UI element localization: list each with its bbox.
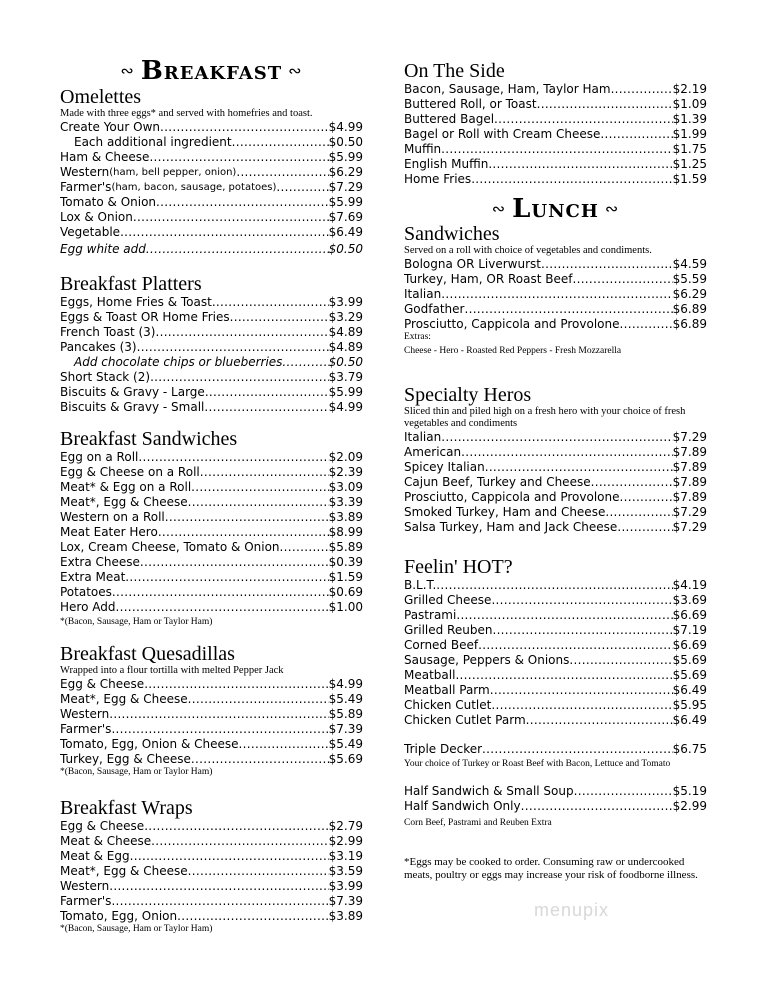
sandwiches-section — [404, 223, 707, 357]
item-name: Farmer's — [60, 180, 112, 194]
item-sub: (ham, bacon, sausage, potatoes) — [111, 182, 277, 193]
item-name: Bologna OR Liverwurst — [404, 257, 541, 271]
menu-item — [60, 242, 363, 257]
footnote: *(Bacon, Sausage, Ham or Taylor Ham) — [60, 767, 213, 777]
item-name: Western — [60, 707, 110, 721]
sandwiches-desc: Served on a roll with choice of vegetables and condiments. — [404, 245, 652, 256]
item-price: $6.69 — [672, 638, 707, 652]
item-name: Meat & Egg — [60, 849, 130, 863]
item-name: Bagel or Roll with Cream Cheese — [404, 127, 601, 141]
item-price: $0.50 — [328, 355, 363, 369]
menu-item — [60, 340, 363, 355]
item-name: Godfather — [404, 302, 465, 316]
item-price: $4.59 — [672, 257, 707, 271]
item-price: $3.19 — [328, 849, 363, 863]
menu-item — [60, 180, 363, 195]
item-price: $2.09 — [328, 450, 363, 464]
item-price: $2.99 — [672, 799, 707, 813]
menu-item — [404, 302, 707, 317]
item-price: $3.39 — [328, 495, 363, 509]
item-name: French Toast (3) — [60, 325, 156, 339]
platters-section — [60, 273, 363, 415]
item-price: $1.25 — [672, 157, 707, 171]
item-name: Extra Meat — [60, 570, 126, 584]
extras-label: Extras: — [404, 332, 431, 342]
item-price: $0.50 — [328, 242, 363, 256]
menu-item — [60, 864, 363, 879]
ornament-left-icon: ∾ — [491, 199, 507, 218]
item-price: $3.59 — [328, 864, 363, 878]
item-name: Buttered Bagel — [404, 112, 495, 126]
item-price: $2.79 — [328, 819, 363, 833]
item-name: Half Sandwich & Small Soup — [404, 784, 574, 798]
hot-title: Feelin' HOT? — [404, 556, 513, 578]
item-name: Meat* & Egg on a Roll — [60, 480, 192, 494]
menu-item — [404, 505, 707, 520]
item-price: $6.75 — [672, 742, 707, 756]
menu-item — [404, 698, 707, 713]
menu-item — [60, 480, 363, 495]
item-name: Short Stack (2) — [60, 370, 151, 384]
item-name: B.L.T. — [404, 578, 437, 592]
item-name: Turkey, Ham, OR Roast Beef — [404, 272, 573, 286]
menu-item — [404, 112, 707, 127]
item-price: $1.00 — [328, 600, 363, 614]
menu-item — [60, 225, 363, 240]
item-price: $1.39 — [672, 112, 707, 126]
menu-item — [60, 909, 363, 924]
menu-item — [404, 157, 707, 172]
hot-section — [404, 556, 707, 829]
menu-item — [60, 737, 363, 752]
menu-item — [60, 325, 363, 340]
item-price: $5.99 — [328, 150, 363, 164]
lunch-heading — [404, 194, 707, 224]
extras-list: Cheese - Hero - Roasted Red Peppers - Fresh Mozzarella — [404, 346, 622, 356]
item-name: Italian — [404, 287, 442, 301]
ornament-right-icon: ∾ — [288, 61, 303, 80]
item-name: Meatball Parm — [404, 683, 490, 697]
menu-item — [404, 784, 707, 799]
item-price: $1.75 — [672, 142, 707, 156]
item-name: Grilled Cheese — [404, 593, 492, 607]
menu-item — [60, 600, 363, 615]
item-price: $6.29 — [328, 165, 363, 179]
item-name: Eggs, Home Fries & Toast — [60, 295, 212, 309]
item-name: Prosciutto, Cappicola and Provolone — [404, 490, 620, 504]
menu-item — [404, 257, 707, 272]
item-name: English Muffin — [404, 157, 489, 171]
item-price: $6.89 — [672, 302, 707, 316]
menu-item — [60, 400, 363, 415]
item-price: $5.99 — [328, 195, 363, 209]
item-sub: (ham, bell pepper, onion) — [109, 167, 237, 178]
footnote: *(Bacon, Sausage, Ham or Taylor Ham) — [60, 924, 213, 934]
menu-item — [60, 570, 363, 585]
footnote: *(Bacon, Sausage, Ham or Taylor Ham) — [60, 617, 213, 627]
item-price: $7.19 — [672, 623, 707, 637]
item-price: $4.99 — [328, 400, 363, 414]
item-price: $2.39 — [328, 465, 363, 479]
menu-item — [404, 713, 707, 728]
item-price: $5.19 — [672, 784, 707, 798]
item-name: Chicken Cutlet — [404, 698, 492, 712]
item-price: $3.09 — [328, 480, 363, 494]
item-price: $3.99 — [328, 879, 363, 893]
half-sandwich-note: Corn Beef, Pastrami and Reuben Extra — [404, 818, 552, 828]
item-price: $7.89 — [672, 445, 707, 459]
menu-item — [60, 495, 363, 510]
item-name: Vegetable — [60, 225, 121, 239]
menu-item — [60, 120, 363, 135]
item-price: $4.99 — [328, 120, 363, 134]
item-price: $7.29 — [672, 505, 707, 519]
item-name: Pastrami — [404, 608, 457, 622]
menu-item — [60, 150, 363, 165]
side-title: On The Side — [404, 60, 505, 82]
menu-item — [60, 722, 363, 737]
quesadillas-title: Breakfast Quesadillas — [60, 643, 235, 665]
item-name: Western — [60, 165, 110, 179]
item-name: Muffin — [404, 142, 442, 156]
menu-item — [404, 638, 707, 653]
item-price: $1.99 — [672, 127, 707, 141]
item-name: Sausage, Peppers & Onions — [404, 653, 570, 667]
menu-item — [404, 317, 707, 332]
item-price: $4.99 — [328, 677, 363, 691]
item-price: $6.49 — [672, 683, 707, 697]
menu-item — [60, 555, 363, 570]
menu-item — [404, 475, 707, 490]
menu-item — [60, 310, 363, 325]
menu-item — [404, 593, 707, 608]
item-price: $0.39 — [328, 555, 363, 569]
menu-item — [60, 692, 363, 707]
sandwiches-title: Sandwiches — [404, 223, 500, 245]
item-price: $2.99 — [328, 834, 363, 848]
menu-item — [404, 578, 707, 593]
menu-item — [404, 127, 707, 142]
item-price: $5.95 — [672, 698, 707, 712]
triple-decker-note: Your choice of Turkey or Roast Beef with Bacon, Lettuce and Tomato — [404, 759, 671, 769]
item-name: Bacon, Sausage, Ham, Taylor Ham — [404, 82, 611, 96]
menu-item — [60, 819, 363, 834]
lunch-title: Lunch — [512, 194, 599, 224]
menu-item — [60, 195, 363, 210]
menu-item — [60, 385, 363, 400]
item-price: $5.69 — [328, 752, 363, 766]
item-price: $4.19 — [672, 578, 707, 592]
heros-desc: Sliced thin and piled high on a fresh hero with your choice of fresh vegetables and condiments — [404, 406, 686, 429]
item-name: Egg white add — [60, 242, 146, 256]
item-name: Meat*, Egg & Cheese — [60, 864, 188, 878]
item-name: Pancakes (3) — [60, 340, 137, 354]
item-name: Add chocolate chips or blueberries — [74, 355, 283, 369]
item-price: $5.59 — [672, 272, 707, 286]
item-name: Meat Eater Hero — [60, 525, 158, 539]
item-name: Chicken Cutlet Parm — [404, 713, 526, 727]
item-name: Farmer's — [60, 722, 112, 736]
item-name: Meatball — [404, 668, 456, 682]
item-price: $6.29 — [672, 287, 707, 301]
item-name: Biscuits & Gravy - Large — [60, 385, 205, 399]
item-price: $5.89 — [328, 540, 363, 554]
menu-item — [404, 430, 707, 445]
menu-item — [60, 510, 363, 525]
item-price: $3.89 — [328, 510, 363, 524]
item-price: $3.69 — [672, 593, 707, 607]
item-name: Egg & Cheese — [60, 819, 145, 833]
menu-item — [60, 370, 363, 385]
item-name: Egg & Cheese — [60, 677, 145, 691]
menu-item — [404, 460, 707, 475]
omelettes-title: Omelettes — [60, 86, 142, 108]
item-name: Eggs & Toast OR Home Fries — [60, 310, 230, 324]
menu-item — [404, 520, 707, 535]
platters-title: Breakfast Platters — [60, 273, 202, 295]
menu-item — [60, 540, 363, 555]
menu-item — [60, 295, 363, 310]
item-price: $6.49 — [328, 225, 363, 239]
item-price: $8.99 — [328, 525, 363, 539]
item-name: Salsa Turkey, Ham and Jack Cheese — [404, 520, 618, 534]
ornament-right-icon: ∾ — [604, 199, 620, 218]
item-name: Prosciutto, Cappicola and Provolone — [404, 317, 620, 331]
menu-item — [404, 623, 707, 638]
item-price: $5.69 — [672, 668, 707, 682]
item-price: $7.29 — [672, 520, 707, 534]
item-price: $1.09 — [672, 97, 707, 111]
menu-item — [404, 668, 707, 683]
menu-item — [404, 82, 707, 97]
item-name: Tomato, Egg, Onion & Cheese — [60, 737, 239, 751]
item-price: $7.89 — [672, 490, 707, 504]
item-price: $7.39 — [328, 894, 363, 908]
menu-item — [60, 465, 363, 480]
item-name: Home Fries — [404, 172, 472, 186]
menu-item — [404, 272, 707, 287]
menu-item — [404, 287, 707, 302]
item-name: Ham & Cheese — [60, 150, 150, 164]
item-name: Spicey Italian — [404, 460, 485, 474]
menu-item — [60, 752, 363, 767]
item-price: $2.19 — [672, 82, 707, 96]
quesadillas-desc: Wrapped into a flour tortilla with melted Pepper Jack — [60, 665, 284, 676]
item-price: $5.99 — [328, 385, 363, 399]
item-price: $6.69 — [672, 608, 707, 622]
menu-item — [60, 525, 363, 540]
breakfast-title: Breakfast — [140, 56, 283, 86]
side-section — [404, 60, 707, 187]
menu-item — [404, 445, 707, 460]
omelettes-section — [60, 86, 363, 257]
menu-item — [404, 799, 707, 814]
menu-item — [60, 585, 363, 600]
item-name: Meat & Cheese — [60, 834, 152, 848]
item-price: $3.29 — [328, 310, 363, 324]
item-price: $4.89 — [328, 325, 363, 339]
menu-item — [60, 707, 363, 722]
item-name: Egg on a Roll — [60, 450, 139, 464]
item-name: Tomato, Egg, Onion — [60, 909, 178, 923]
item-price: $3.79 — [328, 370, 363, 384]
item-price: $6.89 — [672, 317, 707, 331]
item-name: Lox & Onion — [60, 210, 133, 224]
item-price: $1.59 — [672, 172, 707, 186]
item-name: Western on a Roll — [60, 510, 165, 524]
menu-item — [60, 834, 363, 849]
item-price: $5.69 — [672, 653, 707, 667]
ornament-left-icon: ∾ — [120, 61, 135, 80]
wraps-title: Breakfast Wraps — [60, 797, 193, 819]
menu-item — [404, 172, 707, 187]
item-name: Corned Beef — [404, 638, 479, 652]
menu-item — [404, 742, 707, 757]
item-name: Farmer's — [60, 894, 112, 908]
item-name: Egg & Cheese on a Roll — [60, 465, 200, 479]
menu-item — [60, 450, 363, 465]
menu-item — [404, 683, 707, 698]
menu-item — [60, 210, 363, 225]
menu-item — [60, 849, 363, 864]
menu-item — [404, 97, 707, 112]
breakfast-sandwiches-section — [60, 428, 363, 628]
item-price: $1.59 — [328, 570, 363, 584]
omelettes-desc: Made with three eggs* and served with homefries and toast. — [60, 108, 313, 119]
item-name: Half Sandwich Only — [404, 799, 521, 813]
item-name: American — [404, 445, 462, 459]
item-name: Extra Cheese — [60, 555, 140, 569]
item-name: Turkey, Egg & Cheese — [60, 752, 191, 766]
heros-section — [404, 384, 707, 535]
item-name: Meat*, Egg & Cheese — [60, 495, 188, 509]
item-name: Tomato & Onion — [60, 195, 157, 209]
menu-item — [404, 490, 707, 505]
item-price: $7.89 — [672, 475, 707, 489]
breakfast-heading — [60, 56, 363, 86]
menu-item — [60, 135, 363, 150]
menu-item — [60, 677, 363, 692]
item-price: $7.29 — [328, 180, 363, 194]
item-name: Triple Decker — [404, 742, 483, 756]
item-name: Italian — [404, 430, 442, 444]
item-price: $3.99 — [328, 295, 363, 309]
item-name: Grilled Reuben — [404, 623, 493, 637]
item-name: Buttered Roll, or Toast — [404, 97, 537, 111]
menu-item — [404, 142, 707, 157]
item-name: Biscuits & Gravy - Small — [60, 400, 205, 414]
item-name: Hero Add — [60, 600, 116, 614]
item-price: $7.29 — [672, 430, 707, 444]
item-price: $5.89 — [328, 707, 363, 721]
item-name: Potatoes — [60, 585, 112, 599]
item-price: $0.69 — [328, 585, 363, 599]
item-price: $5.49 — [328, 737, 363, 751]
menu-item — [404, 653, 707, 668]
item-name: Each additional ingredient — [74, 135, 232, 149]
item-name: Cajun Beef, Turkey and Cheese — [404, 475, 591, 489]
breakfast-sandwiches-title: Breakfast Sandwiches — [60, 428, 238, 450]
item-name: Smoked Turkey, Ham and Cheese — [404, 505, 606, 519]
heros-title: Specialty Heros — [404, 384, 532, 406]
wraps-section — [60, 797, 363, 935]
item-name: Lox, Cream Cheese, Tomato & Onion — [60, 540, 280, 554]
item-price: $3.89 — [328, 909, 363, 923]
menu-item — [404, 608, 707, 623]
disclaimer: *Eggs may be cooked to order. Consuming raw or undercooked meats, poultry or eggs may increase your risk of foodborne illness. — [404, 856, 698, 881]
watermark: menupix — [534, 900, 610, 920]
menu-item — [60, 894, 363, 909]
item-price: $6.49 — [672, 713, 707, 727]
menu-item — [60, 165, 363, 180]
item-price: $5.49 — [328, 692, 363, 706]
menu-item — [60, 879, 363, 894]
quesadillas-section — [60, 643, 363, 778]
item-name: Meat*, Egg & Cheese — [60, 692, 188, 706]
item-price: $7.69 — [328, 210, 363, 224]
item-price: $0.50 — [328, 135, 363, 149]
item-price: $4.89 — [328, 340, 363, 354]
item-price: $7.89 — [672, 460, 707, 474]
menu-item — [60, 355, 363, 370]
item-name: Create Your Own — [60, 120, 160, 134]
item-name: Western — [60, 879, 110, 893]
item-price: $7.39 — [328, 722, 363, 736]
